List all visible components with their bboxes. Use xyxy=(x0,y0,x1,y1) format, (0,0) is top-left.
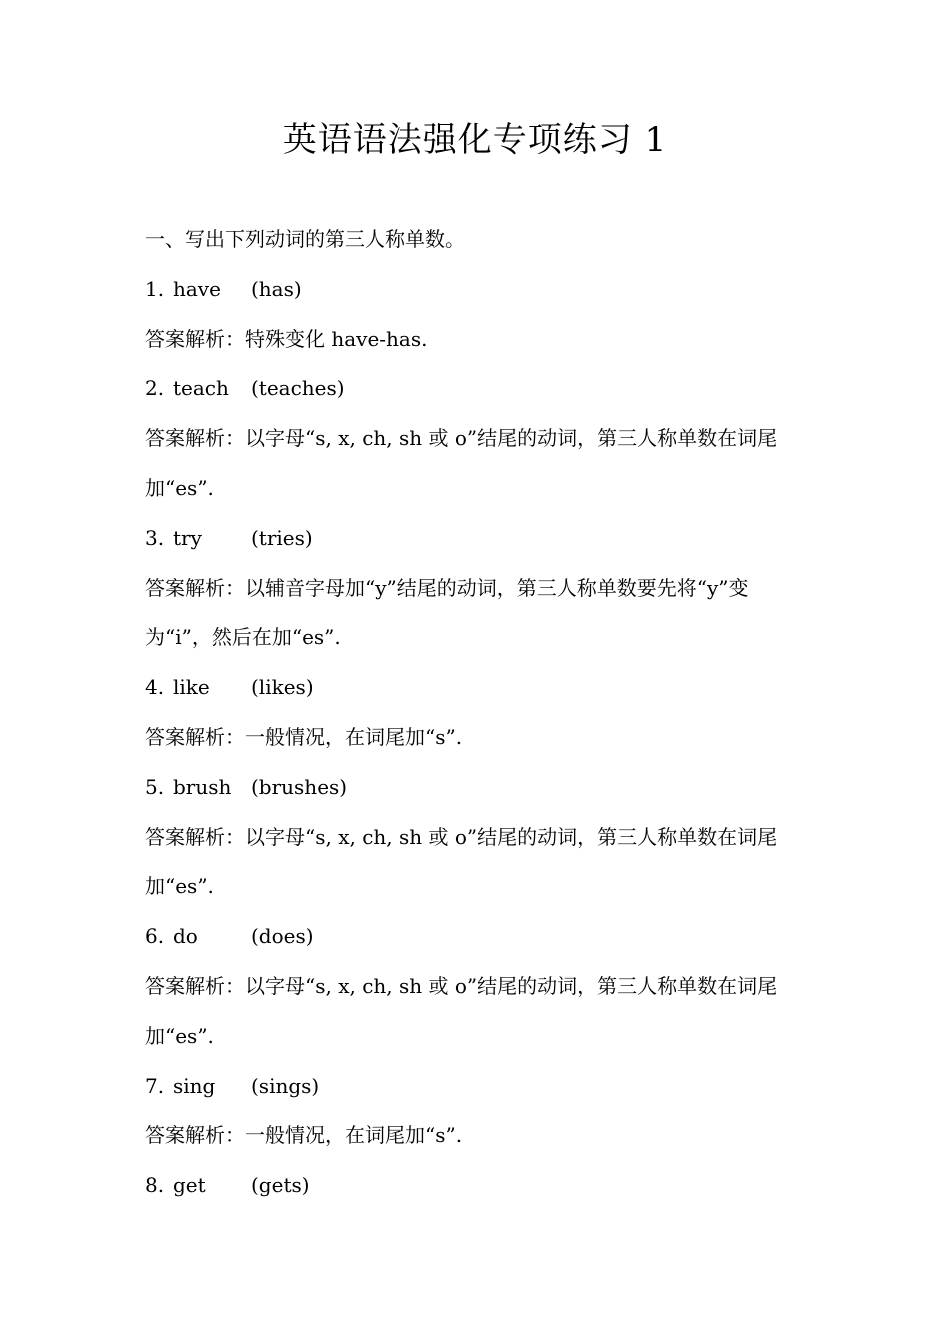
item-answer: (has) xyxy=(251,276,302,301)
exercise-item xyxy=(145,663,810,713)
item-answer: (does) xyxy=(251,924,314,949)
item-word: get xyxy=(173,1173,206,1198)
item-answer: (gets) xyxy=(251,1173,310,1198)
exercise-item xyxy=(145,514,810,564)
item-explanation: 答案解析：以辅音字母加“y”结尾的动词，第三人称单数要先将“y”变为“i”，然后在加“es”. xyxy=(145,575,749,650)
item-explanation: 答案解析：特殊变化 have-has. xyxy=(145,326,428,351)
item-number: 1. xyxy=(145,276,165,301)
item-answer: (likes) xyxy=(251,675,314,700)
item-answer: (tries) xyxy=(251,525,313,550)
item-number: 3. xyxy=(145,525,165,550)
item-number: 4. xyxy=(145,675,165,700)
item-word: like xyxy=(173,675,210,700)
exercise-item xyxy=(145,1062,810,1112)
item-word: try xyxy=(173,525,202,550)
item-number: 8. xyxy=(145,1173,165,1198)
item-explanation: 答案解析：以字母“s, x, ch, sh 或 o”结尾的动词，第三人称单数在词尾加“es”. xyxy=(145,426,778,500)
exercise-item xyxy=(145,364,810,414)
item-number: 6. xyxy=(145,924,165,949)
item-number: 7. xyxy=(145,1073,165,1098)
item-explanation: 答案解析：以字母“s, x, ch, sh 或 o”结尾的动词，第三人称单数在词尾加“es”. xyxy=(145,824,778,899)
exercise-item xyxy=(145,763,810,813)
item-number: 5. xyxy=(145,774,165,799)
exercise-content xyxy=(145,215,810,1211)
item-answer: (teaches) xyxy=(251,376,345,401)
item-word: sing xyxy=(173,1073,216,1098)
exercise-item xyxy=(145,1161,810,1211)
page-title: 英语语法强化专项练习 1 xyxy=(282,120,668,160)
item-word: have xyxy=(173,276,221,301)
item-explanation: 答案解析：一般情况，在词尾加“s”. xyxy=(145,724,463,749)
item-word: brush xyxy=(173,774,232,799)
section-heading: 一、写出下列动词的第三人称单数。 xyxy=(145,227,465,251)
item-word: teach xyxy=(173,376,229,401)
exercise-item xyxy=(145,265,810,315)
item-word: do xyxy=(173,924,198,949)
item-explanation: 答案解析：以字母“s, x, ch, sh 或 o”结尾的动词，第三人称单数在词尾加“es”. xyxy=(145,973,778,1048)
item-answer: (brushes) xyxy=(251,774,348,799)
item-number: 2. xyxy=(145,376,165,401)
item-explanation: 答案解析：一般情况，在词尾加“s”. xyxy=(145,1123,463,1148)
item-answer: (sings) xyxy=(251,1073,320,1098)
exercise-item xyxy=(145,912,810,962)
